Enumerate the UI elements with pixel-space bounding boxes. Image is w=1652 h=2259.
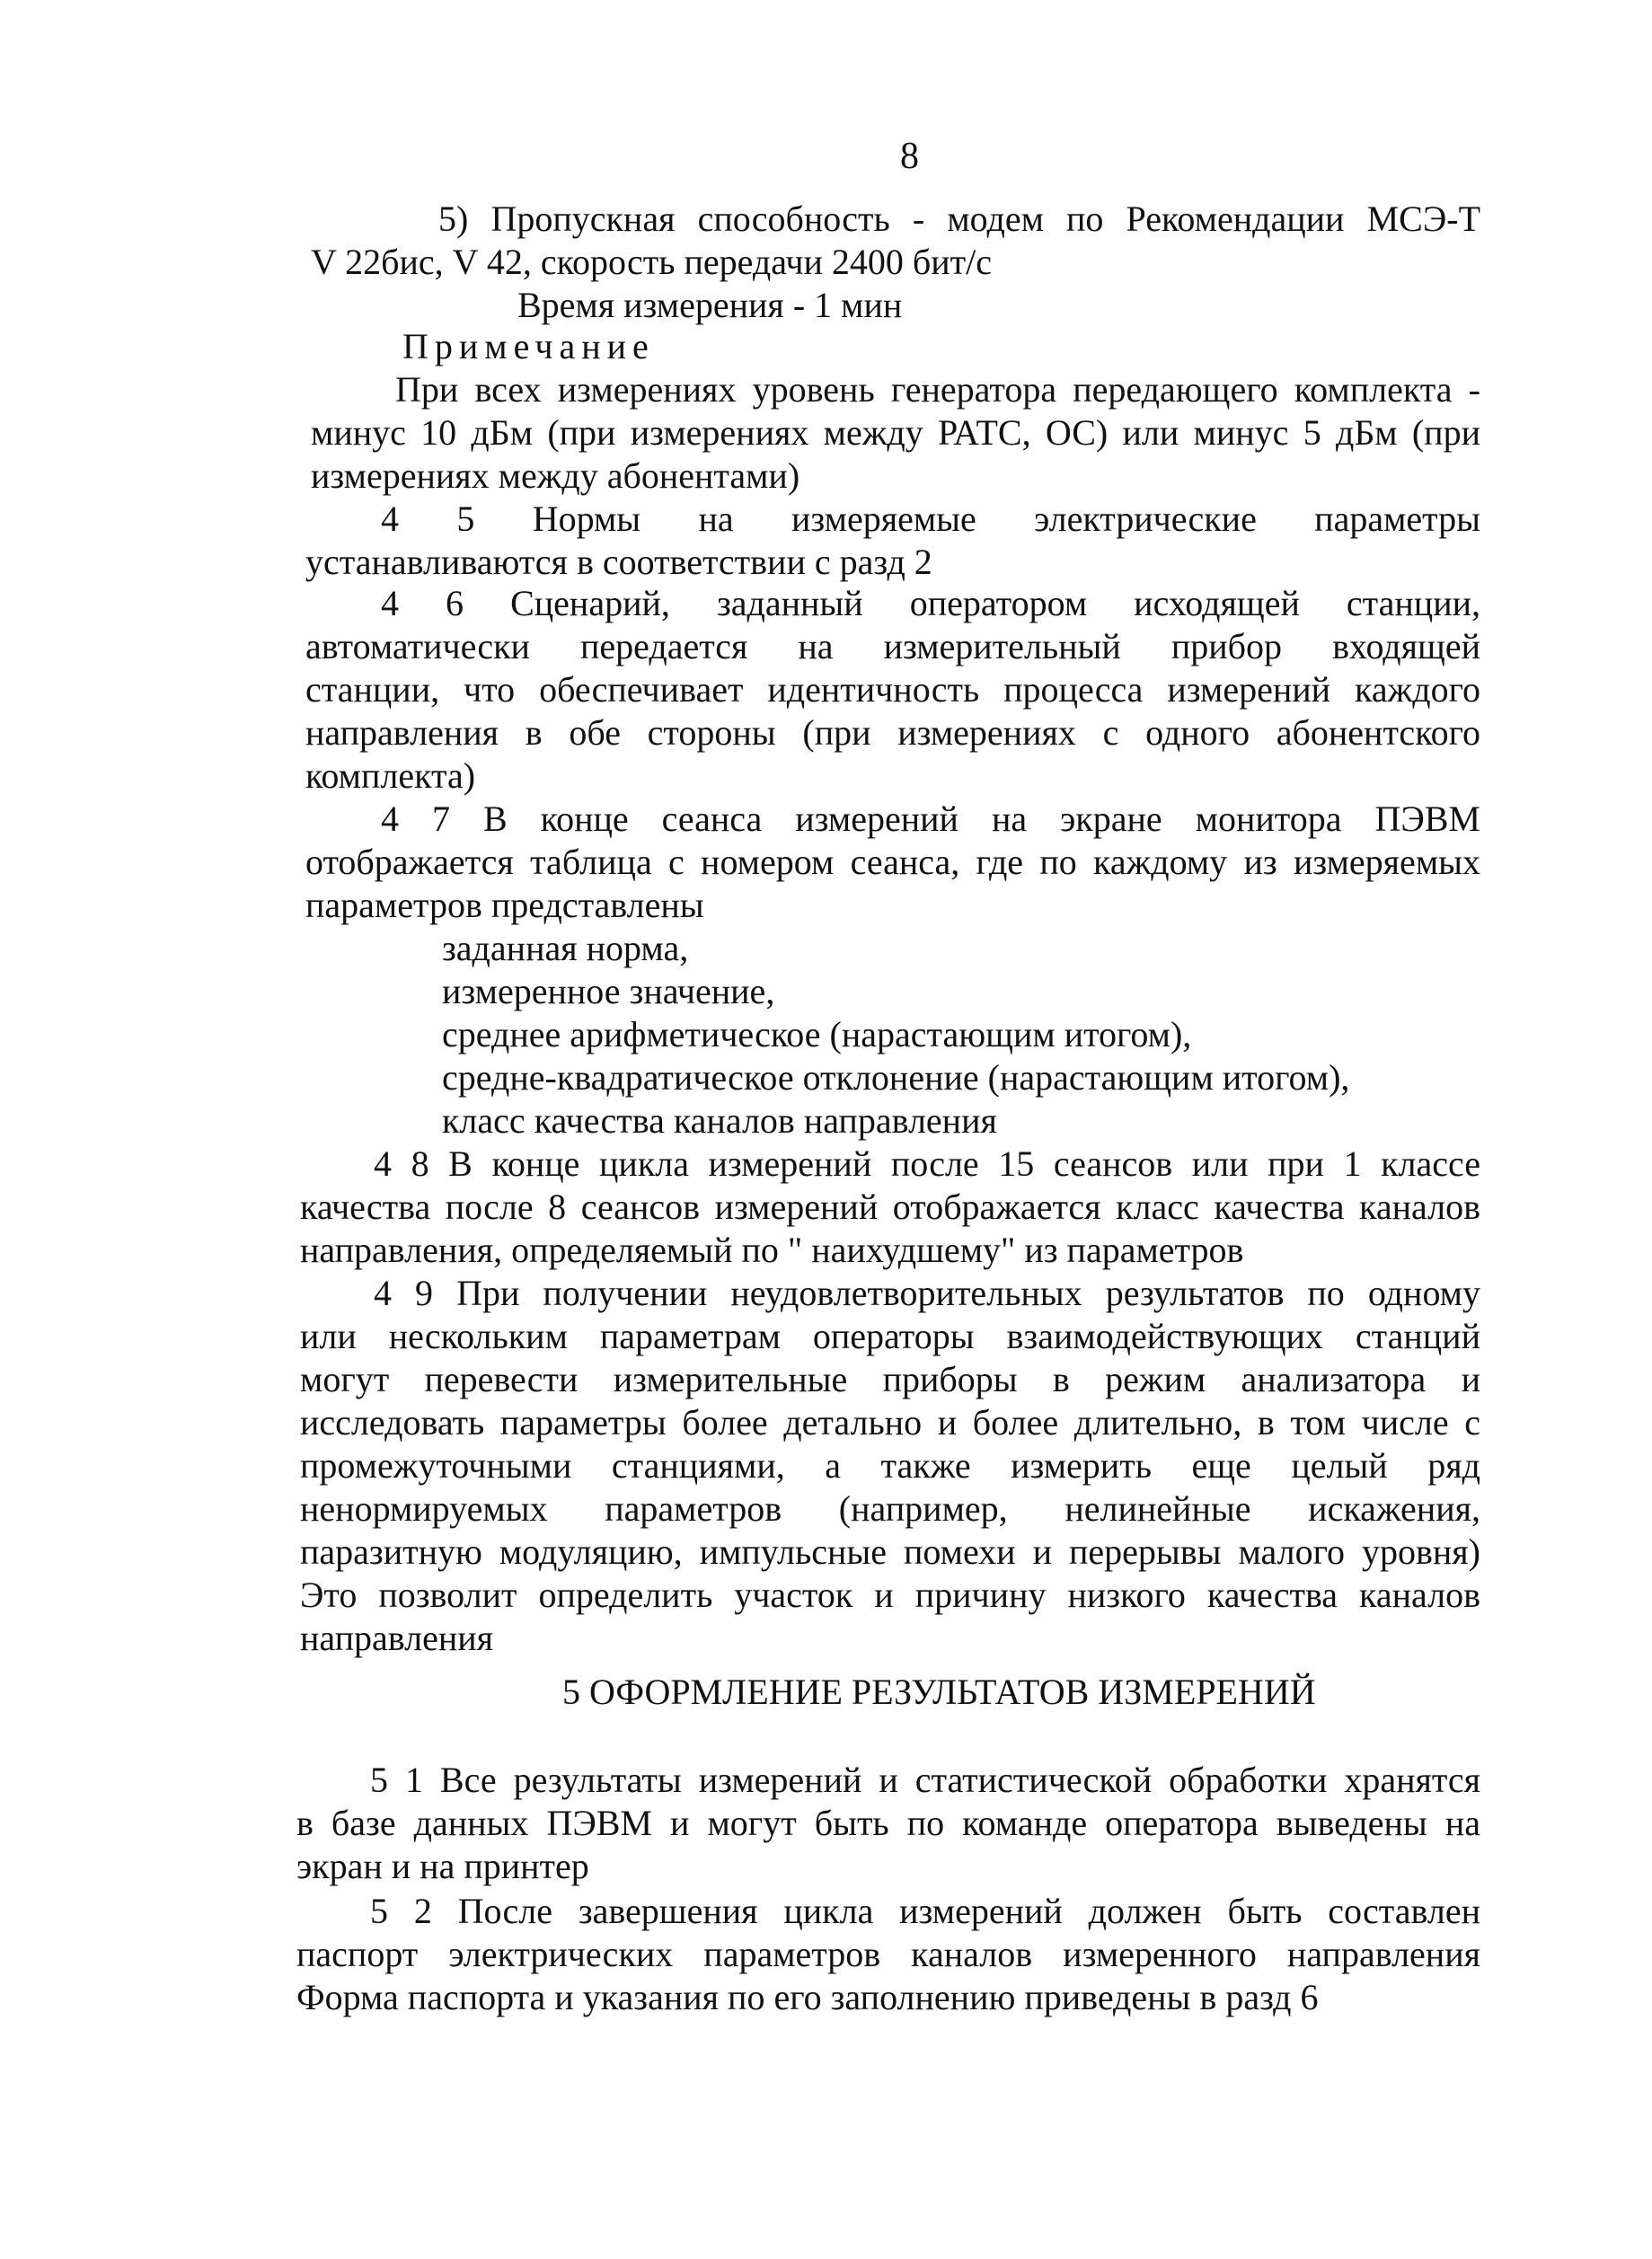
note-line-1: При всех измерениях уровень генератора передающего комплекта - — [395, 369, 1480, 410]
para-4-9-line-1: 4 9 При получении неудовлетворительных результатов по одному — [374, 1273, 1480, 1313]
list-item-1: заданная норма, — [442, 928, 689, 968]
para-4-5-line-1: 4 5 Нормы на измеряемые электрические параметры — [381, 499, 1480, 539]
para-4-6-line-1: 4 6 Сценарий, заданный оператором исходящей станции, — [381, 583, 1480, 623]
note-line-3: измерениях между абонентами) — [311, 455, 800, 496]
para-5-1-line-2: в базе данных ПЭВМ и могут быть по команде оператора выведены на — [296, 1803, 1480, 1843]
item-5-line-2: V 22бис, V 42, скорость передачи 2400 бит/с — [311, 242, 992, 282]
para-4-8-line-2: качества после 8 сеансов измерений отображается класс качества каналов — [300, 1187, 1480, 1227]
para-4-6-line-4: направления в обе стороны (при измерениях с одного абонентского — [305, 712, 1480, 753]
para-4-6-line-5: комплекта) — [305, 755, 476, 796]
list-item-5: класс качества каналов направления — [442, 1100, 997, 1141]
para-5-1-line-3: экран и на принтер — [296, 1846, 589, 1886]
para-4-8-line-1: 4 8 В конце цикла измерений после 15 сеансов или при 1 классе — [374, 1143, 1480, 1184]
para-4-9-line-3: могут перевести измерительные приборы в режим анализатора и — [300, 1359, 1480, 1399]
para-4-9-line-7: паразитную модуляцию, импульсные помехи и перерывы малого уровня) — [300, 1531, 1480, 1572]
list-item-3: среднее арифметическое (нарастающим итогом), — [442, 1014, 1192, 1054]
para-5-2-line-3: Форма паспорта и указания по его заполнению приведены в разд 6 — [296, 1977, 1319, 2017]
list-item-4: средне-квадратическое отклонение (нарастающим итогом), — [442, 1057, 1350, 1098]
para-4-7-line-2: отображается таблица с номером сеанса, где по каждому из измеряемых — [305, 842, 1480, 882]
para-5-1-line-1: 5 1 Все результаты измерений и статистической обработки хранятся — [370, 1760, 1480, 1800]
section-5-heading: 5 ОФОРМЛЕНИЕ РЕЗУЛЬТАТОВ ИЗМЕРЕНИЙ — [562, 1672, 1316, 1712]
para-4-9-line-9: направления — [300, 1618, 494, 1658]
para-5-2-line-1: 5 2 После завершения цикла измерений должен быть составлен — [370, 1891, 1480, 1931]
para-4-9-line-5: промежуточными станциями, а также измерить еще целый ряд — [300, 1445, 1480, 1486]
note-line-2: минус 10 дБм (при измерениях между РАТС, ОС) или минус 5 дБм (при — [311, 412, 1480, 453]
para-4-6-line-2: автоматически передается на измерительный прибор входящей — [305, 626, 1480, 666]
note-heading: Примечание — [402, 326, 655, 366]
page-number: 8 — [900, 136, 919, 177]
para-4-6-line-3: станции, что обеспечивает идентичность процесса измерений каждого — [305, 669, 1480, 710]
para-4-8-line-3: направления, определяемый по " наихудшему" из параметров — [300, 1230, 1244, 1270]
list-item-2: измеренное значение, — [442, 971, 775, 1011]
para-4-9-line-2: или нескольким параметрам операторы взаимодействующих станций — [300, 1316, 1480, 1356]
item-5-line-1: 5) Пропускная способность - модем по Рекомендации МСЭ-Т — [438, 199, 1480, 239]
para-4-7-line-3: параметров представлены — [305, 885, 704, 925]
para-4-5-line-2: устанавливаются в соответствии с разд 2 — [305, 542, 932, 582]
para-4-9-line-8: Это позволит определить участок и причину низкого качества каналов — [300, 1575, 1480, 1615]
para-4-7-line-1: 4 7 В конце сеанса измерений на экране монитора ПЭВМ — [381, 799, 1480, 839]
para-4-9-line-4: исследовать параметры более детально и более длительно, в том числе с — [300, 1402, 1480, 1443]
para-5-2-line-2: паспорт электрических параметров каналов измеренного направления — [296, 1934, 1480, 1974]
measurement-time: Время измерения - 1 мин — [517, 285, 903, 325]
para-4-9-line-6: ненормируемых параметров (например, нелинейные искажения, — [300, 1488, 1480, 1529]
